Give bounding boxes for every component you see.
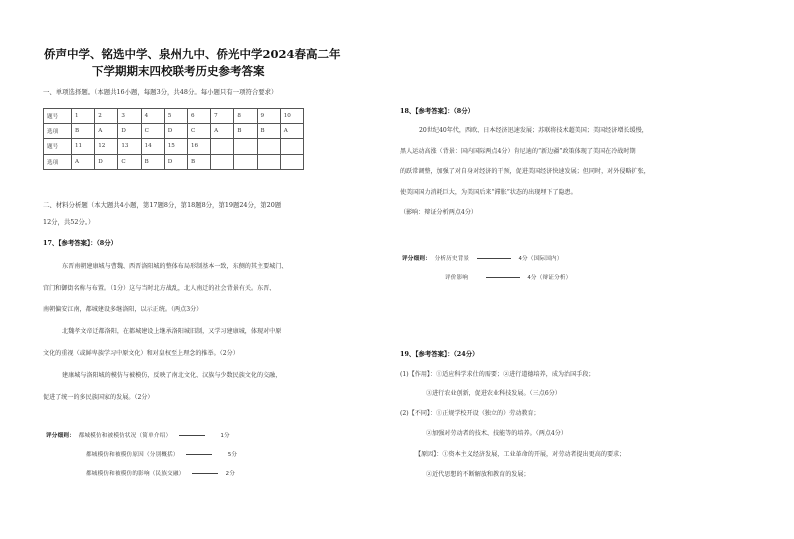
table-cell: 16 (187, 139, 210, 154)
dash-line (477, 258, 511, 259)
q18-paragraph-line: 黑人运动高涨（背景：国内国际两点4分）肯尼迪的“新边疆”政策体现了美国在冷战时期 (400, 148, 636, 155)
table-cell: 10 (280, 109, 303, 124)
q17-rubric-line (46, 434, 230, 440)
q17-heading: 17、【参考答案】：（8分） (43, 239, 118, 247)
q17-paragraph-line: 文化的重视（或鲜卑族学习中原文化）和对皇权至上理念的推举。（2分） (43, 350, 239, 357)
table-cell (234, 154, 257, 169)
q18-rubric-item: 评价影响 (445, 275, 469, 281)
q17-rubric-score: 5分 (227, 452, 238, 458)
table-cell (234, 139, 257, 154)
q18-paragraph-line: （影响：辩证分析两点4分） (400, 209, 478, 216)
q19-answer-line: ②近代思想的不断解放和教育的发展； (426, 471, 530, 478)
dash-line (186, 454, 212, 455)
answer-table (43, 108, 304, 170)
q19-heading: 19、【参考答案】：（24分） (400, 350, 479, 358)
q17-paragraph-line: 促进了统一的多民族国家的发展。（2分） (43, 394, 154, 401)
table-cell (280, 139, 303, 154)
q18-rubric-line (402, 257, 563, 263)
table-row (44, 139, 304, 154)
table-cell: A (95, 124, 118, 139)
table-cell: B (72, 124, 95, 139)
q18-rubric-item: 分析历史背景 (434, 256, 470, 262)
table-cell: 1 (72, 109, 95, 124)
table-cell: 15 (164, 139, 187, 154)
q18-paragraph-line: 使美国国力消耗巨大，为美国后来“滞胀”状态的出现埋下了隐患。 (400, 189, 577, 196)
doc-title-line1: 侨声中学、铭选中学、泉州九中、侨光中学2024春高二年 (44, 47, 341, 61)
table-cell: B (257, 124, 280, 139)
table-cell: 6 (187, 109, 210, 124)
table-cell: B (234, 124, 257, 139)
section2-heading-line1: 二、材料分析题（本大题共4小题，第17题8分，第18题8分，第19题24分，第20题 (43, 201, 282, 209)
table-cell: 5 (164, 109, 187, 124)
q17-paragraph-line: 南朝偏安江南，都城建设多继洛阳，以示正统。（两点3分） (43, 306, 203, 313)
table-row (44, 124, 304, 139)
table-cell: 选项 (44, 124, 72, 139)
q18-rubric-label: 评分细则： (402, 256, 431, 262)
q18-heading: 18、【参考答案】：（8分） (400, 107, 475, 115)
table-cell: 题号 (44, 139, 72, 154)
dash-line (486, 277, 520, 278)
table-cell: D (164, 154, 187, 169)
table-cell (211, 154, 234, 169)
q18-rubric-score: 4分（国际国内） (518, 256, 563, 262)
table-cell: A (211, 124, 234, 139)
doc-title-line2: 下学期期末四校联考历史参考答案 (92, 64, 265, 78)
q19-answer-line: (2)【不同】：①正规学校开设（独立的）劳动教育； (400, 410, 540, 417)
section1-heading: 一、单项选择题。（本题共16小题，每题3分，共48分。每小题只有一项符合要求） (43, 88, 278, 96)
table-row (44, 154, 304, 169)
q17-paragraph-line: 北魏孝文帝迁都洛阳，在都城建设上继承洛阳城旧制，又学习建康城，体现对中原 (62, 328, 282, 335)
q19-answer-line: ③进行农业创新，促进农业科技发展。（三点6分） (426, 390, 561, 397)
q17-rubric-item: 都城模仿和被模仿状况（简单介绍） (78, 433, 172, 439)
q17-paragraph-line: 东晋南朝建康城与曹魏、西晋洛阳城的整体布局形制基本一致，东侧的其主要城门、 (62, 263, 288, 270)
table-cell (280, 154, 303, 169)
table-cell: 题号 (44, 109, 72, 124)
q17-paragraph-line: 宫门和御街名称与布置。（1分）这与当时北方战乱，北人南迁的社会背景有关。东晋、 (43, 285, 276, 292)
table-cell (211, 139, 234, 154)
section2-heading-line2: 12分，共52分。） (43, 218, 95, 226)
q17-rubric-line (86, 453, 237, 459)
table-cell: C (118, 154, 141, 169)
table-cell: A (280, 124, 303, 139)
table-cell (257, 139, 280, 154)
table-cell: A (72, 154, 95, 169)
table-cell: 2 (95, 109, 118, 124)
q18-paragraph-line: 20世纪40年代，西欧、日本经济迅速发展；苏联将技术超美国；美国经济增长缓慢， (419, 127, 648, 134)
table-cell: 13 (118, 139, 141, 154)
q17-rubric-item: 都城模仿和被模仿的影响（民族交融） (86, 471, 185, 477)
q17-rubric-score: 1分 (220, 433, 230, 439)
table-cell: C (141, 124, 164, 139)
q17-paragraph-line: 建康城与洛阳城的模仿与被模仿，反映了南北文化、汉族与少数民族文化的交融， (62, 372, 282, 379)
table-cell: 4 (141, 109, 164, 124)
table-cell: 选项 (44, 154, 72, 169)
table-cell: 9 (257, 109, 280, 124)
q18-rubric-line (445, 276, 571, 282)
q19-answer-line: 【原因】：①资本主义经济发展，工业革命的开展，对劳动者提出更高的要求； (415, 451, 626, 458)
table-cell: D (95, 154, 118, 169)
table-cell: C (187, 124, 210, 139)
q19-answer-line: (1)【作用】：①适应科学求仕的需要；②进行道德培养，成为治国手段； (400, 371, 595, 378)
dash-line (192, 473, 218, 474)
table-cell: 3 (118, 109, 141, 124)
table-cell: 12 (95, 139, 118, 154)
table-cell: B (141, 154, 164, 169)
table-cell: 11 (72, 139, 95, 154)
table-cell: 7 (211, 109, 234, 124)
q17-rubric-line (86, 472, 235, 478)
q18-rubric-score: 4分（辩证分析） (527, 275, 572, 281)
table-cell: 14 (141, 139, 164, 154)
table-row (44, 109, 304, 124)
table-cell: D (164, 124, 187, 139)
q17-rubric-label: 评分细则： (46, 433, 75, 439)
q19-answer-line: ②加强对劳动者的技术、技能等的培养。（两点4分） (426, 430, 567, 437)
table-cell: D (118, 124, 141, 139)
q18-paragraph-line: 的跃常调整，加强了对自身对经济的干预，促进美国经济快速发展；但同时，对外侵略扩张， (400, 168, 650, 175)
dash-line (179, 435, 205, 436)
table-cell (257, 154, 280, 169)
table-cell: B (187, 154, 210, 169)
table-cell: 8 (234, 109, 257, 124)
q17-rubric-score: 2分 (225, 471, 236, 477)
q17-rubric-item: 都城模仿和被模仿原因（分别概括） (86, 452, 179, 458)
